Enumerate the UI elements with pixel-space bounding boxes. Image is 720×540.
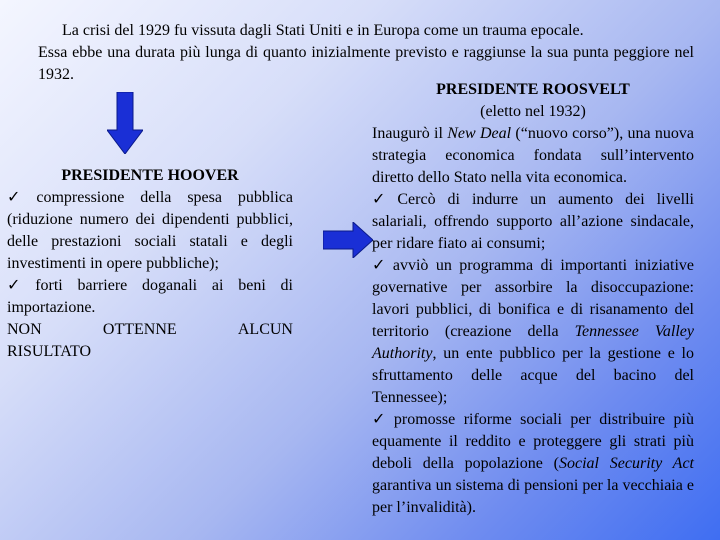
roosevelt-section	[372, 79, 694, 519]
item2-text-b: , un ente pubblico per la gestione e lo sfruttamento delle acque del bacino del Tennessee);	[372, 345, 694, 406]
intro-line-1: La crisi del 1929 fu vissuta dagli Stati Uniti e in Europa come un trauma epocale.	[62, 22, 584, 39]
hoover-item-2	[7, 275, 293, 319]
new-deal-term: New Deal	[447, 125, 512, 142]
check-icon: ✓	[372, 191, 394, 208]
hoover-section	[7, 165, 293, 363]
hoover-result-line	[7, 319, 293, 341]
check-icon: ✓	[372, 411, 390, 428]
result-word-2: OTTENNE	[102, 321, 177, 338]
roosevelt-subtitle: (eletto nel 1932)	[480, 103, 586, 120]
down-arrow-icon	[107, 92, 143, 154]
roosevelt-item-3	[372, 409, 694, 519]
item3-text-b: garantiva un sistema di pensioni per la vecchiaia e per l’invalidità).	[372, 477, 694, 516]
ssa-term: Social Security Act	[558, 455, 695, 472]
tva-term: Tennessee Valley Authority	[372, 323, 694, 362]
hoover-item-1-text: compressione della spesa pubblica (riduzione numero dei dipendenti pubblici, delle prestazioni sociali statali e degli investimenti in opere pubbliche);	[7, 189, 294, 272]
check-icon: ✓	[7, 189, 33, 206]
intro-text	[38, 20, 694, 86]
roosevelt-item-1-text: Cercò di indurre un aumento dei livelli salariali, offrendo supporto all’azione sindacale, per ridare fiato ai consumi;	[372, 191, 694, 252]
p1-text-a: Inaugurò il	[372, 125, 448, 142]
hoover-item-2-text: forti barriere doganali ai beni di importazione.	[7, 277, 293, 316]
item2-text-a: avviò un programma di importanti iniziative governative per assorbire la disoccupazione: lavori pubblici, di bonifica e di risanamento del territorio (creazione della	[372, 257, 695, 340]
item3-text-a: promosse riforme sociali per distribuire più equamente il reddito e proteggere gli strati più deboli della popolazione (	[372, 411, 694, 472]
check-icon: ✓	[372, 257, 389, 274]
roosevelt-title: PRESIDENTE ROOSVELT	[436, 81, 630, 98]
roosevelt-item-1	[372, 189, 694, 255]
result-word-1: NON	[7, 321, 42, 338]
hoover-item-1	[7, 187, 293, 275]
roosevelt-item-2	[372, 255, 694, 409]
intro-line-rest: Essa ebbe una durata più lunga di quanto inizialmente previsto e raggiunse la sua punta peggiore nel 1932.	[38, 44, 694, 83]
p1-text-b: (“nuovo corso”), una nuova strategia economica fondata sull’intervento diretto dello Stato nella vita economica.	[372, 125, 694, 186]
check-icon: ✓	[7, 277, 32, 294]
hoover-title: PRESIDENTE HOOVER	[61, 167, 239, 184]
result-word-3: ALCUN	[237, 321, 293, 338]
roosevelt-paragraph-1	[372, 123, 694, 189]
hoover-result-last: RISULTATO	[7, 343, 92, 360]
right-arrow-icon	[323, 222, 373, 258]
